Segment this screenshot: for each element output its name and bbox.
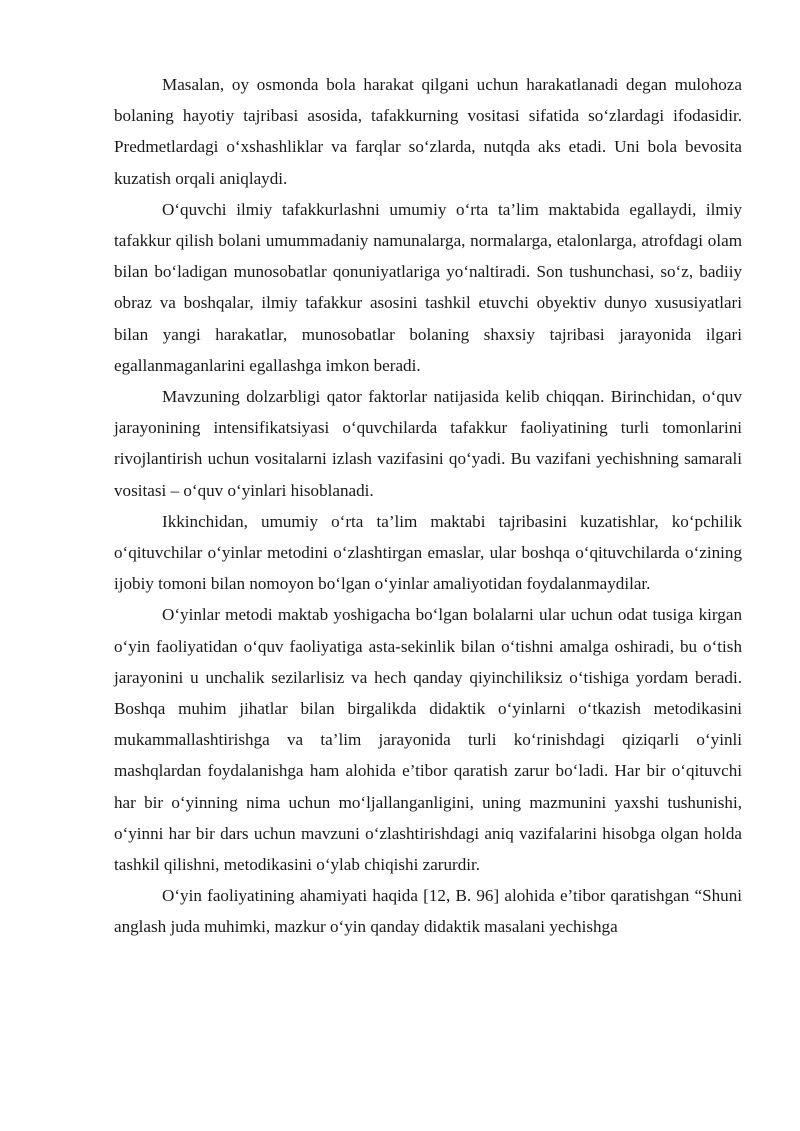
body-text [114,69,742,943]
paragraph-5: O‘yinlar metodi maktab yoshigacha bo‘lgan bolalarni ular uchun odat tusiga kirgan o‘yin faoliyatidan o‘quv faoliyatiga asta-sekinlik bilan o‘tishni amalga oshiradi, bu o‘tish jarayonini u unchalik sezilarlisiz va hech qanday qiyinchiliksiz o‘tishiga yordam beradi. Boshqa muhim jihatlar bilan birgalikda didaktik o‘yinlarni o‘tkazish metodikasini mukammallashtirishga va ta’lim jarayonida turli ko‘rinishdagi qiziqarli o‘yinli mashqlardan foydalanishga ham alohida e’tibor qaratish zarur bo‘ladi. Har bir o‘qituvchi har bir o‘yinning nima uchun mo‘ljallanganligini, uning mazmunini yaxshi tushunishi, o‘yinni har bir dars uchun mavzuni o‘zlashtirishdagi aniq vazifalarini hisobga olgan holda tashkil qilishni, metodikasini o‘ylab chiqishi zarurdir. [114,605,742,875]
paragraph-4: Ikkinchidan, umumiy o‘rta ta’lim maktabi tajribasini kuzatishlar, ko‘pchilik o‘qituvchilar o‘yinlar metodini o‘zlashtirgan emaslar, ular boshqa o‘qituvchilarda o‘zining ijobiy tomoni bilan nomoyon bo‘lgan o‘yinlar amaliyotidan foydalanmaydilar. [114,511,742,594]
paragraph-2: O‘quvchi ilmiy tafakkurlashni umumiy o‘rta ta’lim maktabida egallaydi, ilmiy tafakkur qilish bolani umummadaniy namunalarga, normalarga, etalonlarga, atrofdagi olam bilan bo‘ladigan munosobatlar qonuniyatlariga yo‘naltiradi. Son tushunchasi, so‘z, badiiy obraz va boshqalar, ilmiy tafakkur asosini tashkil etuvchi obyektiv dunyo xususiyatlari bilan yangi harakatlar, munosobatlar bolaning shaxsiy tajribasi jarayonida ilgari egallanmaganlarini egallashga imkon beradi. [114,199,742,375]
paragraph-6: O‘yin faoliyatining ahamiyati haqida [12, B. 96] alohida e’tibor qaratishgan “Shuni anglash juda muhimki, mazkur o‘yin qanday didaktik masalani yechishga [114,886,742,937]
paragraph-3: Mavzuning dolzarbligi qator faktorlar natijasida kelib chiqqan. Birinchidan, o‘quv jarayonining intensifikatsiyasi o‘quvchilarda tafakkur faoliyatining turli tomonlarini rivojlantirish uchun vositalarni izlash vazifasini qo‘yadi. Bu vazifani yechishning samarali vositasi – o‘quv o‘yinlari hisoblanadi. [114,387,742,500]
paragraph-1: Masalan, oy osmonda bola harakat qilgani uchun harakatlanadi degan mulohoza bolaning hayotiy tajribasi asosida, tafakkurning vositasi sifatida so‘zlardagi ifodasidir. Predmetlardagi o‘xshashliklar va farqlar so‘zlarda, nutqda aks etadi. Uni bola bevosita kuzatish orqali aniqlaydi. [114,75,742,188]
